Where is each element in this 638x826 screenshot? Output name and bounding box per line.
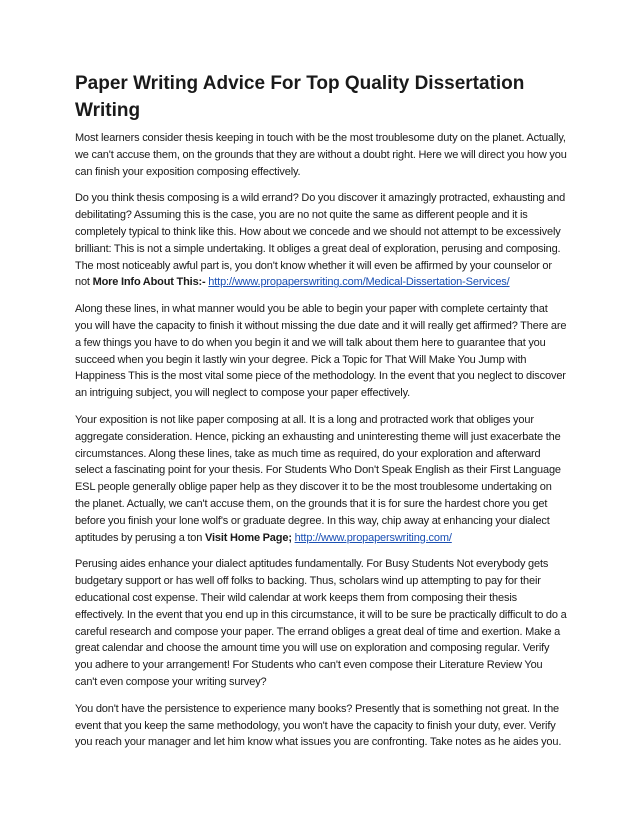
paragraph-5: Perusing aides enhance your dialect aptitudes fundamentally. For Busy Students Not everybody gets budgetary support or has well off folks to backing. Thus, scholars wind up attempting to pay for their educational cost expense. Their wild calendar at work keeps them from composing their thesis effectively. In the event that you end up in this circumstance, it will to be sure be practically difficult to do a careful research and compose your paper. The errand obliges a great deal of time and exertion. Make a great calendar and choose the amount time you will use on exploration and composing regular. Verify you adhere to your arrangement! For Students who can't even compose their Literature Review You can't even compose your writing survey? [75, 558, 567, 688]
paragraph-2-text: Do you think thesis composing is a wild errand? Do you discover it amazingly protracted, exhausting and debilitating? Assuming this is the case, you are no not quite the same as different people and it is completely typical to think like this. How about we concede and we should not attempt to be excessively brilliant: This is not a simple undertaking. It obliges a great deal of exploration, perusing and composing. The most noticeably awful part is, you don't know whether it will even be affirmed by your counselor or not [75, 192, 566, 289]
paragraph-4 [75, 412, 567, 546]
paragraph-4-text: Your exposition is not like paper composing at all. It is a long and protracted work that obliges your aggregate consideration. Hence, picking an exhausting and uninteresting theme will just exacerbate the circumstances. Along these lines, take as much time as required, do your exploration and afterward select a fascinating point for your thesis. For Students Who Don't Speak English as their First Language ESL people generally oblige paper help as they discover it to be the most troublesome undertaking on the planet. Actually, we can't accuse them, on the grounds that it is for sure the hardest chore you get before you finish your lone wolf's or graduate degree. In this way, chip away at enhancing your dialect aptitudes by perusing a ton [75, 413, 561, 544]
paragraph-2 [75, 190, 567, 291]
paragraph-3: Along these lines, in what manner would you be able to begin your paper with complete certainty that you will have the capacity to finish it without missing the due date and it will really get affirmed? There are a few things you have to do when you begin it and we will talk about them here to guarantee that you succeed when you begin it lastly win your degree. Pick a Topic for That Will Make You Jump with Happiness This is the most vital some piece of the methodology. In the event that you neglect to discover an intriguing subject, you will neglect to compose your paper effectively. [75, 303, 567, 400]
more-info-label: More Info About This:- [92, 276, 206, 289]
document-page [75, 70, 567, 761]
document-title: Paper Writing Advice For Top Quality Dissertation Writing [75, 73, 525, 121]
paragraph-6: You don't have the persistence to experience many books? Presently that is something not great. In the event that you keep the same methodology, you won't have the capacity to finish your duty, ever. Verify you reach your manager and let him know what issues you are confronting. Take notes as he aides you. [75, 702, 562, 749]
home-page-link[interactable]: http://www.propaperswriting.com/ [294, 531, 452, 544]
medical-dissertation-link[interactable]: http://www.propaperswriting.com/Medical-Dissertation-Services/ [208, 276, 510, 289]
visit-home-page-label: Visit Home Page; [204, 531, 292, 544]
paragraph-1: Most learners consider thesis keeping in touch with be the most troublesome duty on the planet. Actually, we can't accuse them, on the grounds that they are without a doubt right. Here we will direct you how you can finish your exposition composing effectively. [75, 132, 567, 178]
